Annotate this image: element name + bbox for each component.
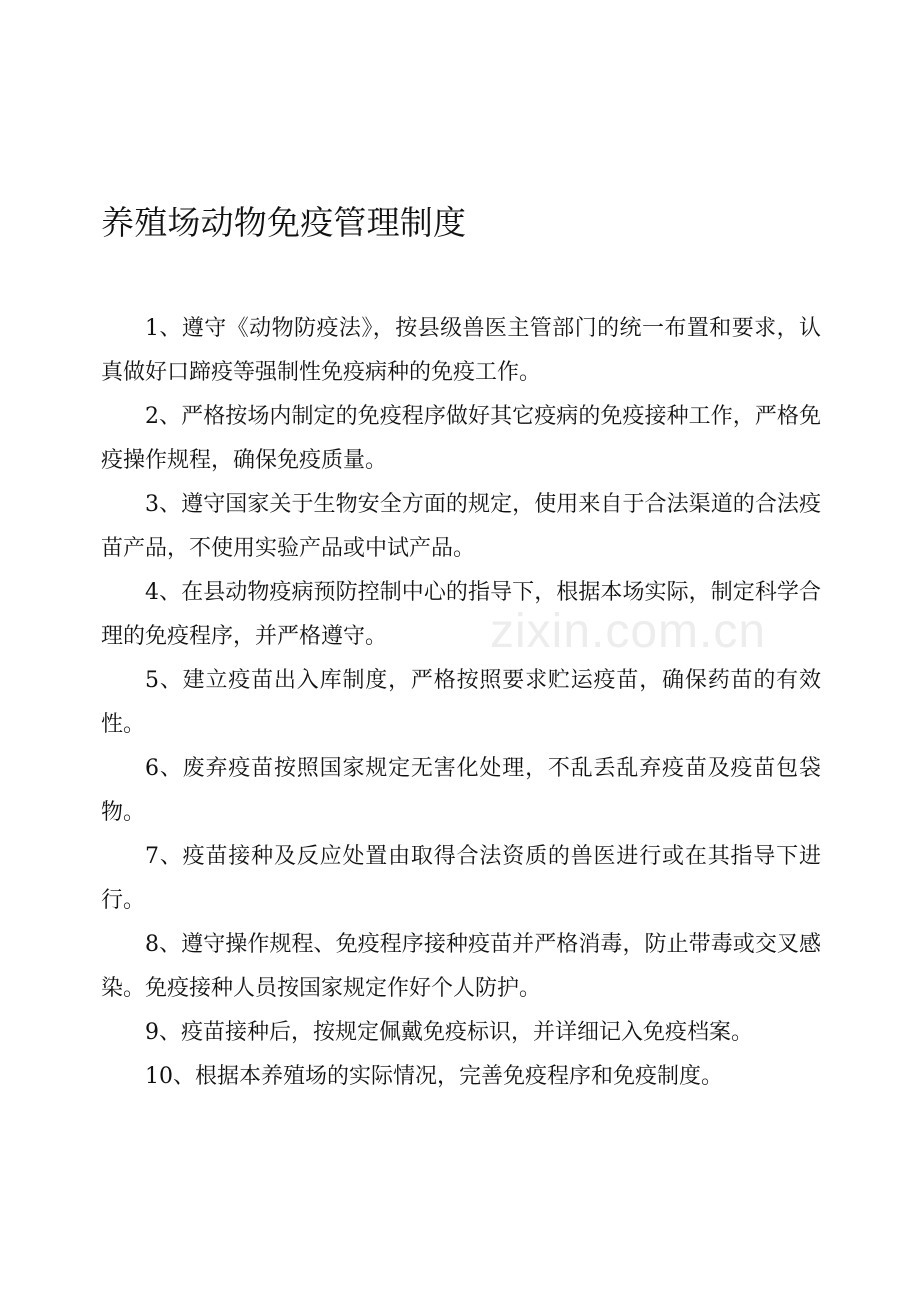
paragraph-8: 8、遵守操作规程、免疫程序接种疫苗并严格消毒，防止带毒或交叉感染。免疫接种人员按国家规定作好个人防护。 (101, 932, 821, 1001)
document-title: 养殖场动物免疫管理制度 (101, 203, 467, 242)
paragraph-2: 2、严格按场内制定的免疫程序做好其它疫病的免疫接种工作，严格免疫操作规程，确保免疫质量。 (101, 404, 821, 473)
paragraph-1: 1、遵守《动物防疫法》，按县级兽医主管部门的统一布置和要求，认真做好口蹄疫等强制性免疫病种的免疫工作。 (101, 316, 821, 385)
paragraph-5: 5、建立疫苗出入库制度，严格按照要求贮运疫苗，确保药苗的有效性。 (101, 668, 821, 737)
paragraph-3: 3、遵守国家关于生物安全方面的规定，使用来自于合法渠道的合法疫苗产品，不使用实验产品或中试产品。 (101, 492, 821, 561)
document-body (101, 307, 821, 1099)
paragraph-7: 7、疫苗接种及反应处置由取得合法资质的兽医进行或在其指导下进行。 (101, 844, 821, 913)
paragraph-10: 10、根据本养殖场的实际情况，完善免疫程序和免疫制度。 (145, 1064, 723, 1089)
watermark: zixin.com.cn (490, 605, 767, 658)
paragraph-4: 4、在县动物疫病预防控制中心的指导下，根据本场实际，制定科学合理的免疫程序，并严格遵守。 (101, 580, 821, 649)
paragraph-6: 6、废弃疫苗按照国家规定无害化处理，不乱丢乱弃疫苗及疫苗包袋物。 (101, 756, 821, 825)
paragraph-9: 9、疫苗接种后，按规定佩戴免疫标识，并详细记入免疫档案。 (145, 1020, 753, 1045)
